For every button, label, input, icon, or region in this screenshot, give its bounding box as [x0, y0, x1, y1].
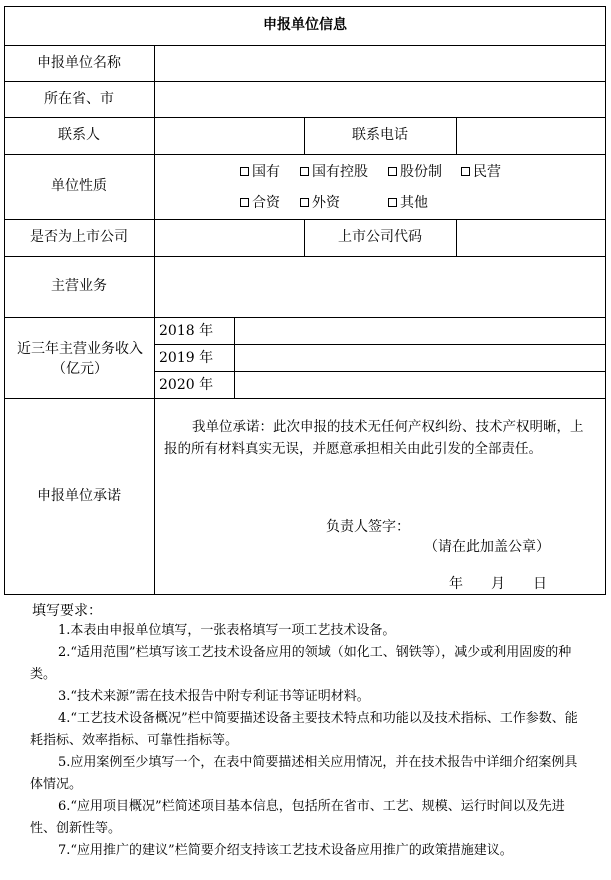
row-divider: [4, 256, 606, 257]
requirement-item: 6.“应用项目概况”栏简述项目基本信息，包括所在省市、工艺、规模、运行时间以及先进性、创新性等。: [30, 799, 565, 836]
requirement-item: 4.“工艺技术设备概况”栏中简要描述设备主要技术特点和功能以及技术指标、工作参数、能耗指标、效率指标、可靠性指标等。: [30, 711, 578, 748]
unit-name-label: 申报单位名称: [37, 55, 121, 71]
commitment-text: 我单位承诺：此次申报的技术无任何产权纠纷、技术产权明晰，上报的所有材料真实无误，并愿意承担相关由此引发的全部责任。: [164, 419, 584, 457]
requirement-item: 3.“技术来源”需在技术报告中附专利证书等证明材料。: [58, 689, 370, 704]
requirement-item: 2.“适用范围”栏填写该工艺技术设备应用的领域（如化工、钢铁等），减少或利用固废的种类。: [30, 645, 572, 682]
col-divider: [154, 45, 155, 595]
contact-label: 联系人: [58, 127, 100, 143]
year-label: 2019 年: [159, 350, 214, 366]
listed-label: 是否为上市公司: [30, 229, 128, 245]
nature-option[interactable]: 其他: [388, 194, 428, 212]
row-divider: [154, 344, 606, 345]
seal-note: （请在此加盖公章）: [424, 539, 550, 555]
nature-option[interactable]: 股份制: [388, 163, 442, 181]
requirement-item: 1.本表由申报单位填写，一张表格填写一项工艺技术设备。: [58, 623, 396, 638]
requirements-title: 填写要求：: [32, 603, 102, 619]
commitment-label: 申报单位承诺: [37, 488, 121, 504]
nature-option[interactable]: 合资: [240, 194, 280, 212]
col-divider: [234, 317, 235, 398]
row-divider: [4, 317, 606, 318]
nature-option[interactable]: 民营: [461, 163, 501, 181]
signature-label: 负责人签字：: [326, 519, 410, 535]
phone-label: 联系电话: [352, 127, 408, 143]
table-border-bottom: [4, 594, 606, 595]
col-divider: [456, 117, 457, 154]
nature-option[interactable]: 外资: [300, 194, 340, 212]
row-divider: [4, 154, 606, 155]
table-border-right: [605, 6, 606, 595]
year-label: 2020 年: [159, 377, 214, 393]
nature-option[interactable]: 国有: [240, 163, 280, 181]
requirement-item: 5.应用案例至少填写一个，在表中简要描述相关应用情况，并在技术报告中详细介绍案例具体情况。: [30, 755, 578, 792]
checkbox-icon: [240, 198, 249, 207]
table-border-top: [4, 6, 606, 7]
row-divider: [4, 398, 606, 399]
province-label: 所在省、市: [44, 91, 114, 107]
requirement-item: 7.“应用推广的建议”栏简要介绍支持该工艺技术设备应用推广的政策措施建议。: [58, 843, 513, 858]
checkbox-icon: [300, 167, 309, 176]
checkbox-icon: [240, 167, 249, 176]
row-divider: [4, 117, 606, 118]
row-divider: [4, 45, 606, 46]
checkbox-icon: [388, 167, 397, 176]
nature-label: 单位性质: [51, 178, 107, 194]
main-business-label: 主营业务: [51, 278, 107, 294]
col-divider: [456, 219, 457, 256]
date-line: 年 月 日: [449, 576, 547, 592]
table-title: 申报单位信息: [263, 17, 347, 33]
checkbox-icon: [388, 198, 397, 207]
row-divider: [4, 219, 606, 220]
row-divider: [4, 81, 606, 82]
revenue-label: 近三年主营业务收入（亿元）: [17, 341, 143, 377]
year-label: 2018 年: [159, 323, 214, 339]
stock-code-label: 上市公司代码: [338, 229, 422, 245]
checkbox-icon: [300, 198, 309, 207]
nature-option[interactable]: 国有控股: [300, 163, 368, 181]
checkbox-icon: [461, 167, 470, 176]
row-divider: [154, 371, 606, 372]
applicant-info-table: [4, 6, 606, 594]
